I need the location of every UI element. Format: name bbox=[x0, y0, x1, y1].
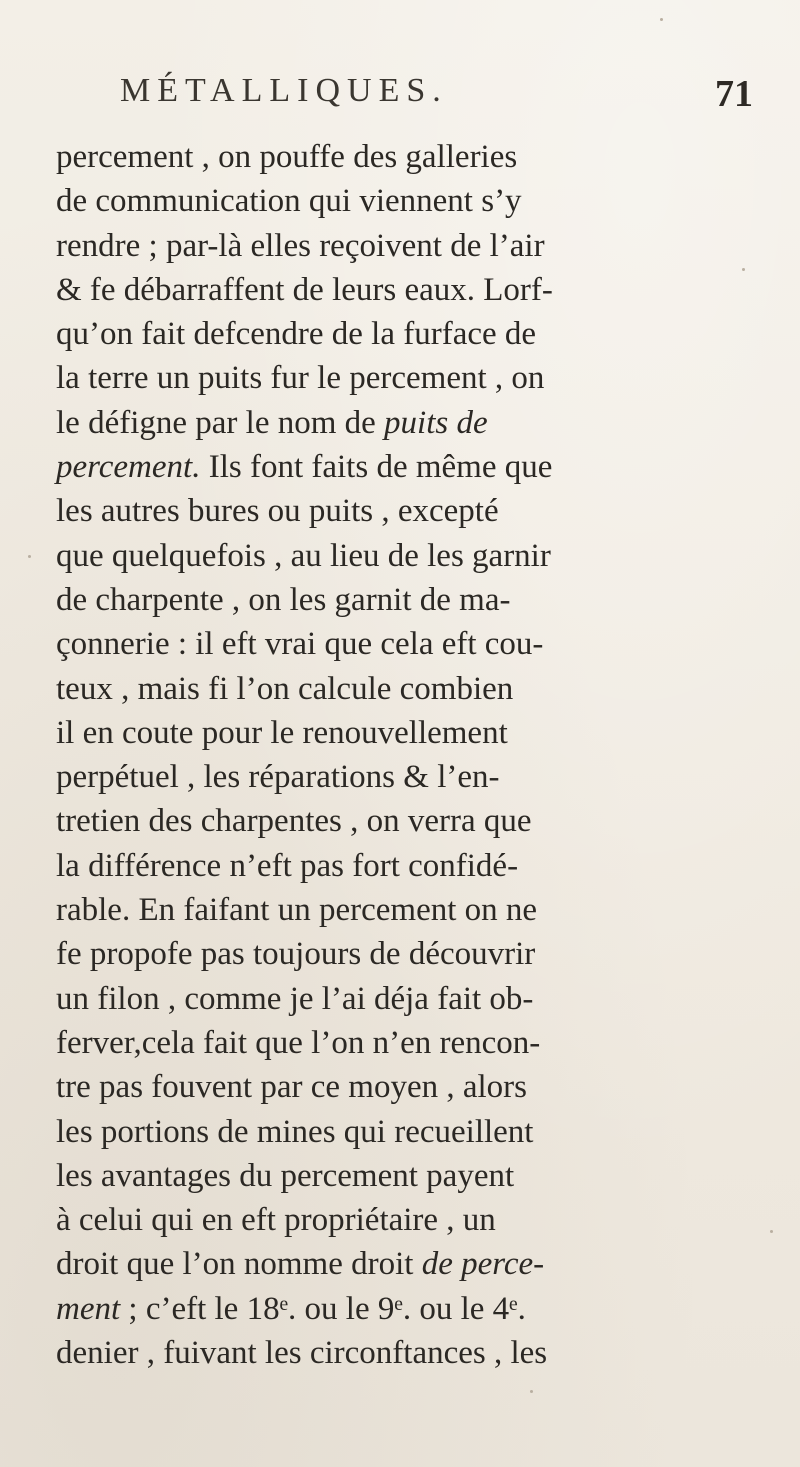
text-line-25: à celui qui en eft propriétaire , un bbox=[56, 1202, 496, 1239]
text-line-12: çonnerie : il eft vrai que cela eft cou- bbox=[56, 626, 544, 663]
italic-term: percement. bbox=[56, 449, 201, 486]
text-line-8: percement. Ils font faits de même que bbox=[56, 449, 553, 486]
text-line-9: les autres bures ou puits , excepté bbox=[56, 493, 499, 530]
paper-speck bbox=[530, 1390, 533, 1393]
text-line-20: un filon , comme je l’ai déja fait ob- bbox=[56, 980, 534, 1017]
paper-speck bbox=[28, 555, 31, 558]
text-line-22: tre pas fouvent par ce moyen , alors bbox=[56, 1069, 527, 1106]
text-line-5: qu’on fait defcendre de la furface de bbox=[56, 316, 537, 353]
text-line-26: droit que l’on nomme droit de perce- bbox=[56, 1246, 545, 1283]
text-body bbox=[56, 135, 776, 1375]
text-line-1: percement , on pouffe des galleries bbox=[56, 139, 518, 175]
italic-term: puits de bbox=[384, 404, 488, 441]
text-line-27: ment ; c’eft le 18ᵉ. ou le 9ᵉ. ou le 4ᵉ. bbox=[56, 1290, 526, 1327]
paper-speck bbox=[660, 18, 663, 21]
text-line-24: les avantages du percement payent bbox=[56, 1157, 515, 1194]
text-line-13: teux , mais fi l’on calcule combien bbox=[56, 670, 514, 707]
text-line-10: que quelquefois , au lieu de les garnir bbox=[56, 537, 551, 574]
text-line-23: les portions de mines qui recueillent bbox=[56, 1113, 534, 1150]
text-line-17: la différence n’eft pas fort confidé- bbox=[56, 847, 519, 884]
text-line-19: fe propofe pas toujours de découvrir bbox=[56, 936, 536, 973]
italic-term: de perce- bbox=[421, 1246, 545, 1283]
text-line-28: denier , fuivant les circonftances , les bbox=[56, 1335, 548, 1372]
text-line-2: de communication qui viennent s’y bbox=[56, 183, 522, 220]
running-head: MÉTALLIQUES. bbox=[120, 72, 448, 109]
paper-speck bbox=[770, 1230, 773, 1233]
text-line-3: rendre ; par-là elles reçoivent de l’air bbox=[56, 227, 545, 264]
text-line-6: la terre un puits fur le percement , on bbox=[56, 360, 545, 397]
text-line-7: le défigne par le nom de puits de bbox=[56, 404, 488, 441]
paper-speck bbox=[742, 268, 745, 271]
text-line-18: rable. En faifant un percement on ne bbox=[56, 892, 538, 929]
text-line-21: ferver,cela fait que l’on n’en rencon- bbox=[56, 1024, 541, 1061]
page-number: 71 bbox=[715, 73, 753, 115]
text-line-15: perpétuel , les réparations & l’en- bbox=[56, 759, 500, 796]
text-line-14: il en coute pour le renouvellement bbox=[56, 714, 508, 751]
text-line-11: de charpente , on les garnit de ma- bbox=[56, 581, 511, 618]
text-line-16: tretien des charpentes , on verra que bbox=[56, 803, 532, 840]
italic-term: ment bbox=[56, 1290, 121, 1327]
text-line-4: & fe débarraffent de leurs eaux. Lorf- bbox=[56, 271, 553, 308]
